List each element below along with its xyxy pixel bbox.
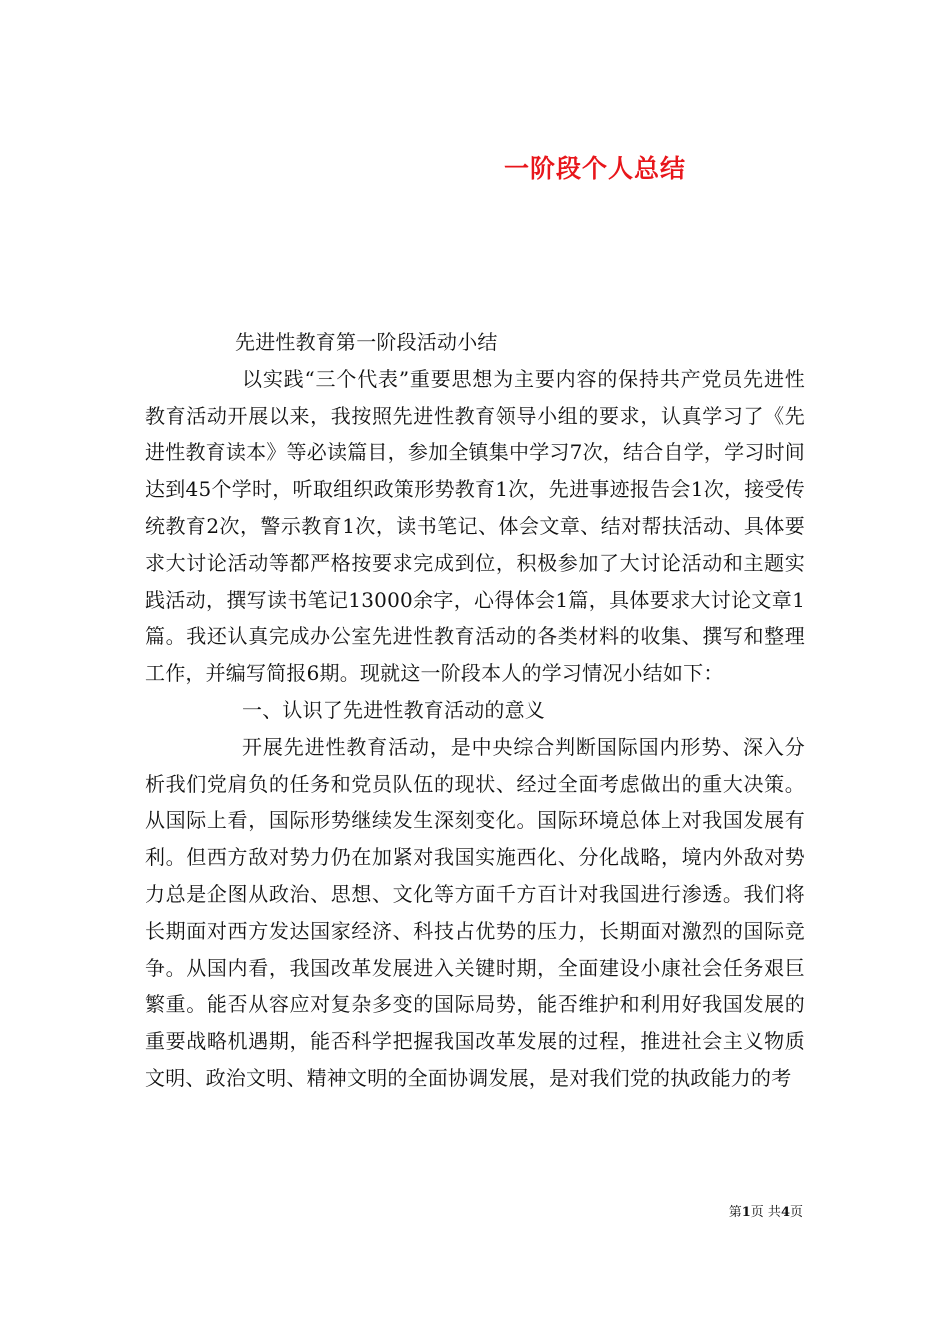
document-body (145, 324, 805, 1097)
paragraph-significance: 开展先进性教育活动，是中央综合判断国际国内形势、深入分析我们党肩负的任务和党员队伍的现状、经过全面考虑做出的重大决策。从国际上看，国际形势继续发生深刻变化。国际环境总体上对我国发展有利。但西方敌对势力仍在加紧对我国实施西化、分化战略，境内外敌对势力总是企图从政治、思想、文化等方面千方百计对我国进行渗透。我们将长期面对西方发达国家经济、科技占优势的压力，长期面对激烈的国际竞争。从国内看，我国改革发展进入关键时期，全面建设小康社会任务艰巨繁重。能否从容应对复杂多变的国际局势，能否维护和利用好我国发展的重要战略机遇期，能否科学把握我国改革发展的过程，推进社会主义物质文明、政治文明、精神文明的全面协调发展，是对我们党的执政能力的考 (145, 734, 805, 1090)
paragraph-intro: 以实践“三个代表”重要思想为主要内容的保持共产党员先进性教育活动开展以来，我按照先进性教育领导小组的要求，认真学习了《先进性教育读本》等必读篇目，参加全镇集中学习7次，结合自学，学习时间达到45个学时，听取组织政策形势教育1次，先进事迹报告会1次，接受传统教育2次，警示教育1次，读书笔记、体会文章、结对帮扶活动、具体要求大讨论活动等都严格按要求完成到位，积极参加了大讨论活动和主题实践活动，撰写读书笔记13000余字，心得体会1篇，具体要求大讨论文章1篇。我还认真完成办公室先进性教育活动的各类材料的收集、撰写和整理工作，并编写简报6期。现就这一阶段本人的学习情况小结如下： (145, 366, 805, 686)
footer-middle: 页 共 (750, 1205, 781, 1220)
page-title: 一阶段个人总结 (503, 153, 686, 183)
footer-current-page: 1 (741, 1205, 751, 1220)
section-heading-1: 一、认识了先进性教育活动的意义 (242, 697, 545, 722)
page-footer (729, 1204, 803, 1222)
footer-total-pages: 4 (780, 1205, 790, 1220)
document-subtitle: 先进性教育第一阶段活动小结 (235, 330, 498, 354)
footer-prefix: 第 (728, 1205, 742, 1220)
footer-suffix: 页 (789, 1205, 803, 1220)
